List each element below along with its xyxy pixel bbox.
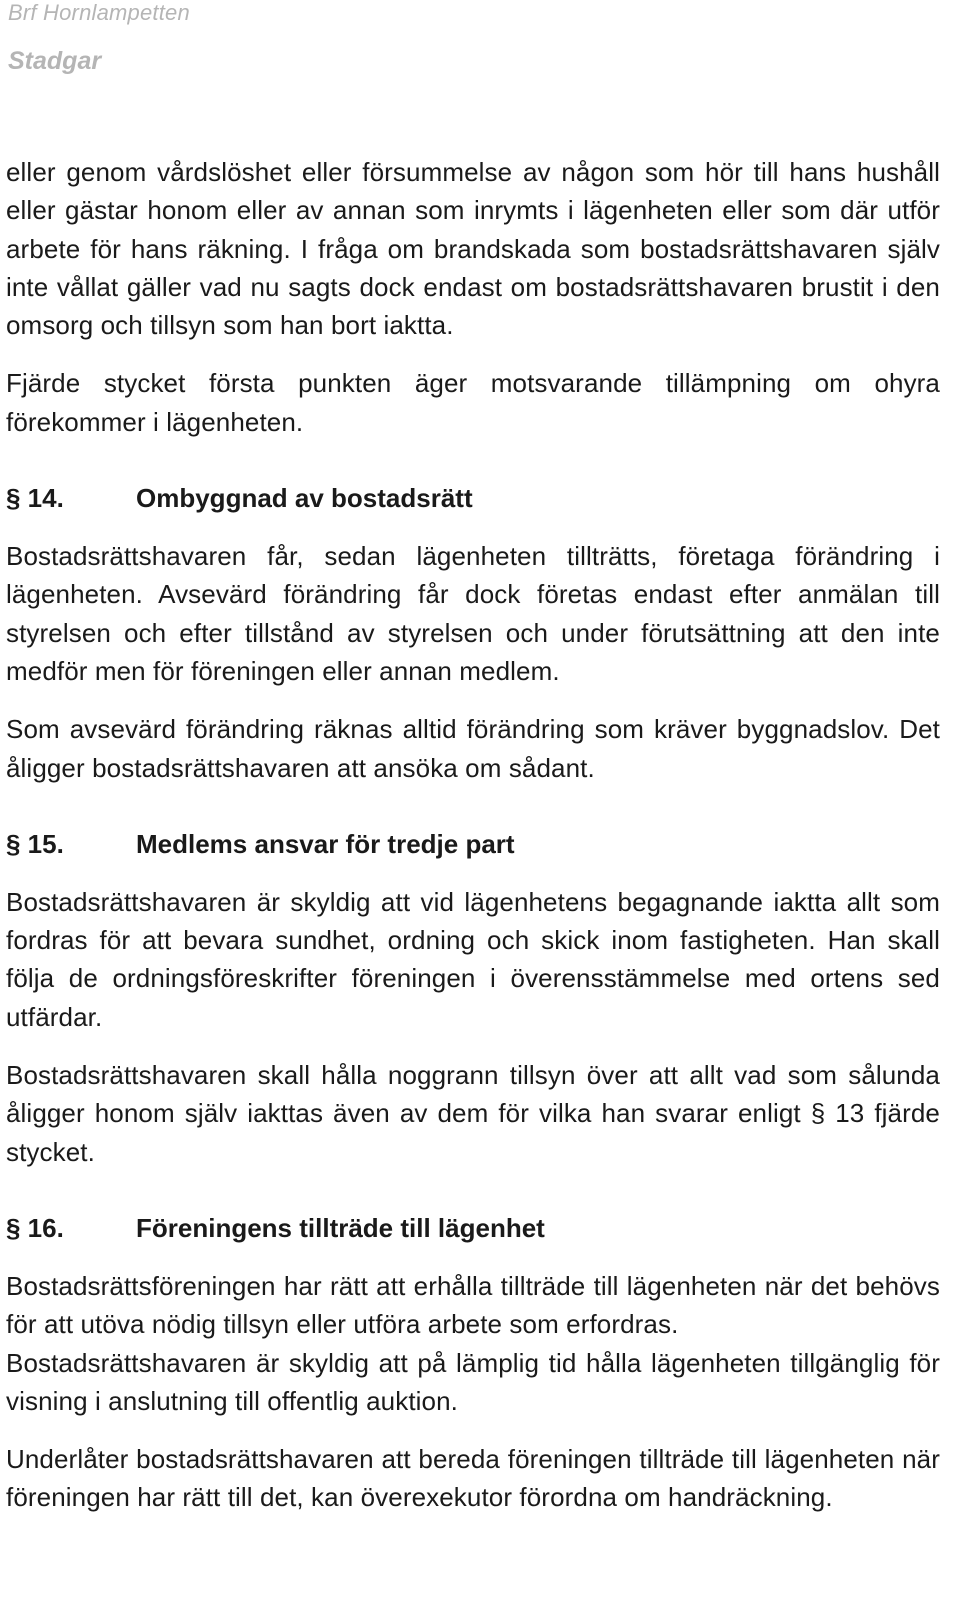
section-title: Medlems ansvar för tredje part	[136, 828, 515, 859]
paragraph: Bostadsrättsföreningen har rätt att erhålla tillträde till lägenheten när det behövs för att utöva nödig tillsyn eller utföra arbete som erfordras.	[6, 1270, 940, 1340]
document-body	[6, 153, 940, 1517]
paragraph: Fjärde stycket första punkten äger motsvarande tillämpning om ohyra förekommer i lägenheten.	[6, 368, 940, 437]
section-number: § 14.	[6, 483, 64, 514]
section-number: § 15.	[6, 828, 64, 859]
organization-name: Brf Hornlampetten	[8, 0, 190, 25]
page-header	[8, 0, 948, 75]
section-heading-15	[6, 825, 940, 863]
section-heading-16	[6, 1209, 940, 1247]
paragraph: Som avsevärd förändring räknas alltid förändring som kräver byggnadslov. Det åligger bostadsrättshavaren att ansöka om sådant.	[6, 714, 940, 783]
paragraph: Bostadsrättshavaren skall hålla noggrann tillsyn över att allt vad som sålunda åligger honom själv iakttas även av dem för vilka han svarar enligt § 13 fjärde stycket.	[6, 1060, 940, 1167]
paragraph: eller genom vårdslöshet eller försummelse av någon som hör till hans hushåll eller gästar honom eller av annan som inrymts i lägenheten eller som där utför arbete för hans räkning. I fråga om brandskada som bostadsrättshavaren själv inte vållat gäller vad nu sagts dock endast om bostadsrättshavaren brustit i den omsorg och tillsyn som han bort iaktta.	[6, 157, 940, 341]
section-title: Ombyggnad av bostadsrätt	[136, 483, 473, 514]
paragraph: Underlåter bostadsrättshavaren att bereda föreningen tillträde till lägenheten när föreningen har rätt till det, kan överexekutor förordna om handräckning.	[6, 1444, 940, 1513]
section-heading-14	[6, 479, 940, 517]
document-title: Stadgar	[8, 47, 102, 75]
paragraph: Bostadsrättshavaren får, sedan lägenheten tillträtts, företaga förändring i lägenheten. Avsevärd förändring får dock företas endast efter anmälan till styrelsen och efter tillstånd av styrelsen och under förutsättning att den inte medför men för föreningen eller annan medlem.	[6, 541, 940, 686]
section-title: Föreningens tillträde till lägenhet	[136, 1212, 545, 1243]
section-number: § 16.	[6, 1212, 64, 1243]
paragraph: Bostadsrättshavaren är skyldig att vid lägenhetens begagnande iaktta allt som fordras för att bevara sundhet, ordning och skick inom fastigheten. Han skall följa de ordningsföreskrifter föreningen i överensstämmelse med ortens sed utfärdar.	[6, 886, 940, 1032]
paragraph: Bostadsrättshavaren är skyldig att på lämplig tid hålla lägenheten tillgänglig för visning i anslutning till offentlig auktion.	[6, 1347, 940, 1416]
